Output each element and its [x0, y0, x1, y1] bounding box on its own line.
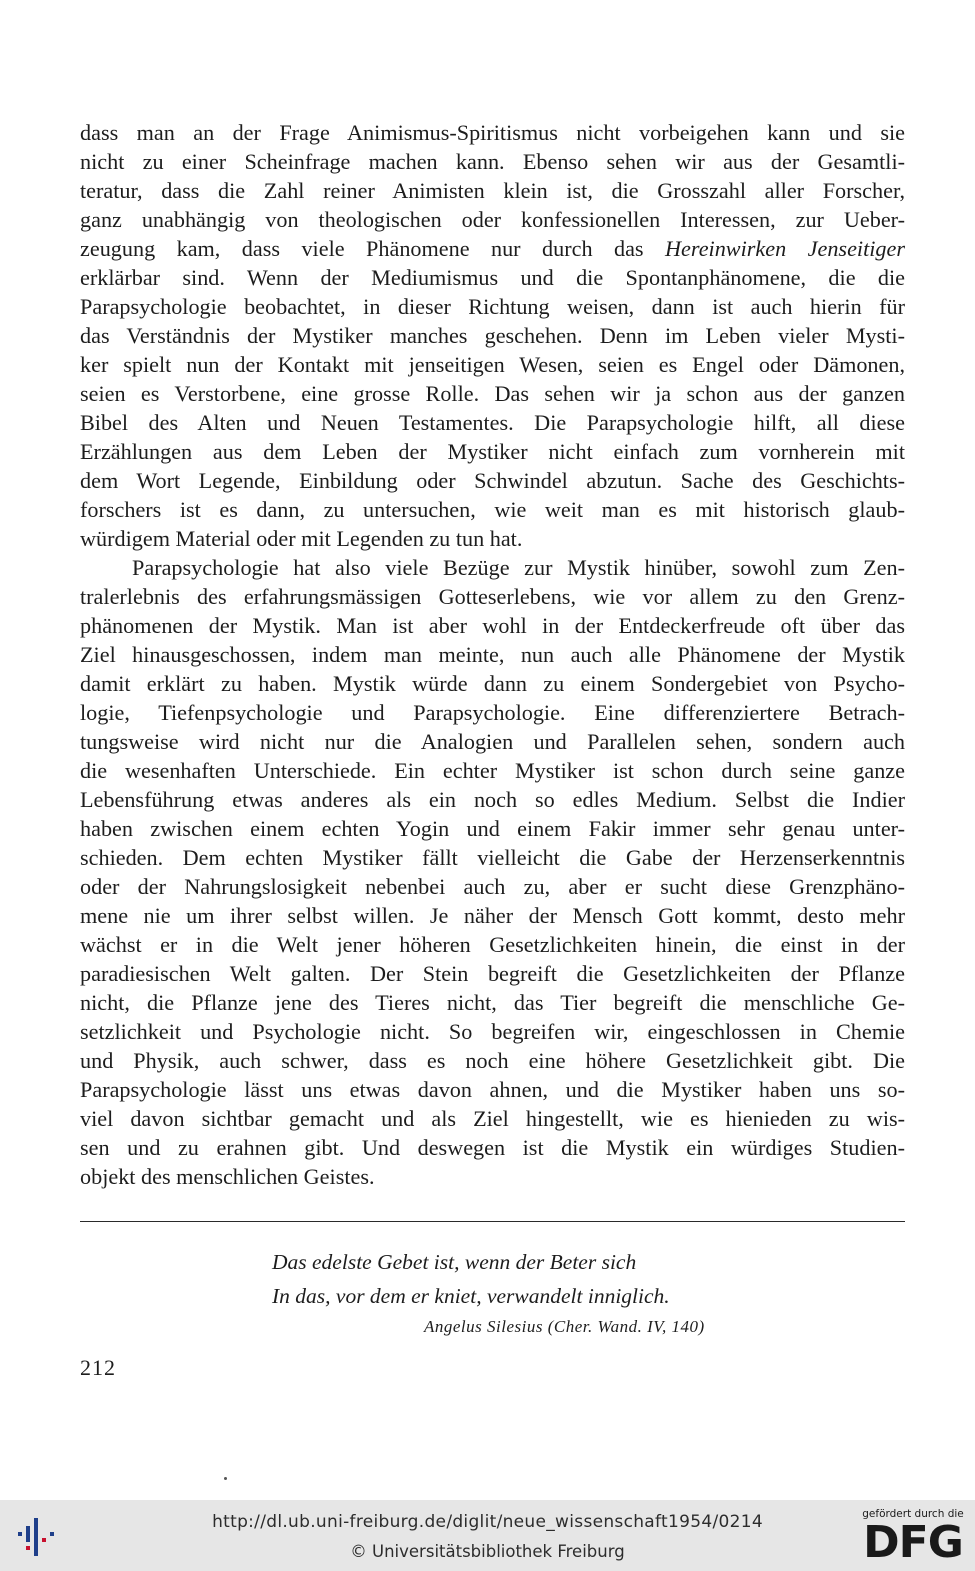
text-line: und Physik, auch schwer, dass es noch eine höhere Gesetzlichkeit gibt. Die [80, 1048, 905, 1073]
dfg-funding-badge[interactable] [858, 1506, 968, 1566]
text-line: tralerlebnis des erfahrungsmässigen Gotteserlebens, wie vor allem zu den Grenz- [80, 584, 905, 609]
text-line: dass man an der Frage Animismus-Spiritismus nicht vorbeigehen kann und sie [80, 120, 905, 145]
text-line: teratur, dass die Zahl reiner Animisten klein ist, die Grosszahl aller Forscher, [80, 178, 905, 203]
paragraph-2 [80, 553, 905, 1191]
text-line: mene nie um ihrer selbst willen. Je näher der Mensch Gott kommt, desto mehr [80, 903, 905, 928]
funding-caption: gefördert durch die [862, 1508, 964, 1520]
text-line: forschers ist es dann, zu untersuchen, wie weit man es mit historisch glaub- [80, 497, 905, 522]
text-line: Lebensführung etwas anderes als ein noch so edles Medium. Selbst die Indier [80, 787, 905, 812]
text-line: tungsweise wird nicht nur die Analogien und Parallelen sehen, sondern auch [80, 729, 905, 754]
text-line: Erzählungen aus dem Leben der Mystiker nicht einfach zum vornherein mit [80, 439, 905, 464]
text-line: nicht zu einer Scheinfrage machen kann. Ebenso sehen wir aus der Gesamtli- [80, 149, 905, 174]
text-line: Parapsychologie hat also viele Bezüge zur Mystik hinüber, sowohl zum Zen- [132, 555, 905, 580]
body-text [80, 118, 905, 1191]
page-number: 212 [80, 1355, 116, 1380]
text-line: sen und zu erahnen gibt. Und deswegen ist die Mystik ein würdiges Studien- [80, 1135, 905, 1160]
emphasized-phrase: Hereinwirken Jenseitiger [665, 236, 905, 261]
text-line: dem Wort Legende, Einbildung oder Schwindel abzutun. Sache des Geschichts- [80, 468, 905, 493]
text-line: objekt des menschlichen Geistes. [80, 1164, 375, 1189]
text-line: wächst er in die Welt jener höheren Gesetzlichkeiten hinein, die einst in der [80, 932, 905, 957]
footer-bar [0, 1500, 975, 1571]
text-line: ker spielt nun der Kontakt mit jenseitigen Wesen, seien es Engel oder Dämonen, [80, 352, 905, 377]
copyright-notice: © Universitätsbibliothek Freiburg [350, 1542, 625, 1561]
permalink-url[interactable]: http://dl.ub.uni-freiburg.de/diglit/neue_wissenschaft1954/0214 [212, 1512, 763, 1532]
text-line: oder der Nahrungslosigkeit nebenbei auch zu, aber er sucht diese Grenzphäno- [80, 874, 905, 899]
text-line: Ziel hinausgeschossen, indem man meinte, nun auch alle Phänomene der Mystik [80, 642, 905, 667]
text-line: viel davon sichtbar gemacht und als Ziel hingestellt, wie es hienieden zu wis- [80, 1106, 905, 1131]
text-line: haben zwischen einem echten Yogin und einem Fakir immer sehr genau unter- [80, 816, 905, 841]
text-line: setzlichkeit und Psychologie nicht. So begreifen wir, eingeschlossen in Chemie [80, 1019, 905, 1044]
motto-verse [272, 1245, 892, 1313]
text-line: Bibel des Alten und Neuen Testamentes. Die Parapsychologie hilft, all diese [80, 410, 905, 435]
text-fragment: zeugung kam, dass viele Phänomene nur durch das [80, 236, 666, 261]
paragraph-1 [80, 118, 905, 553]
text-line: die wesenhaften Unterschiede. Ein echter Mystiker ist schon durch seine ganze [80, 758, 905, 783]
text-line: Parapsychologie beobachtet, in dieser Richtung weisen, dann ist auch hierin für [80, 294, 905, 319]
text-line: schieden. Dem echten Mystiker fällt vielleicht die Gabe der Herzenserkenntnis [80, 845, 905, 870]
motto-line: Das edelste Gebet ist, wenn der Beter sich [272, 1250, 637, 1274]
text-line: würdigem Material oder mit Legenden zu tun hat. [80, 526, 523, 551]
text-line: seien es Verstorbene, eine grosse Rolle. Das sehen wir ja schon aus der ganzen [80, 381, 905, 406]
motto-attribution: Angelus Silesius (Cher. Wand. IV, 140) [424, 1317, 705, 1336]
text-line: logie, Tiefenpsychologie und Parapsychologie. Eine differenziertere Betrach- [80, 700, 905, 725]
text-line-with-emphasis [80, 234, 905, 263]
text-line: damit erklärt zu haben. Mystik würde dann zu einem Sondergebiet von Psycho- [80, 671, 905, 696]
motto-line: In das, vor dem er kniet, verwandelt inniglich. [272, 1284, 670, 1308]
horizontal-rule [80, 1221, 905, 1222]
text-line: nicht, die Pflanze jene des Tieres nicht, das Tier begreift die menschliche Ge- [80, 990, 905, 1015]
text-line: paradiesischen Welt galten. Der Stein begreift die Gesetzlichkeiten der Pflanze [80, 961, 905, 986]
text-line: Parapsychologie lässt uns etwas davon ahnen, und die Mystiker haben uns so- [80, 1077, 905, 1102]
dfg-logo: DFG [863, 1517, 963, 1568]
text-line: erklärbar sind. Wenn der Mediumismus und die Spontanphänomene, die die [80, 265, 905, 290]
text-line: ganz unabhängig von theologischen oder konfessionellen Interessen, zur Ueber- [80, 207, 905, 232]
text-line: phänomenen der Mystik. Man ist aber wohl in der Entdeckerfreude oft über das [80, 613, 905, 638]
text-line: das Verständnis der Mystiker manches geschehen. Denn im Leben vieler Mysti- [80, 323, 905, 348]
scan-speck [224, 1477, 227, 1480]
